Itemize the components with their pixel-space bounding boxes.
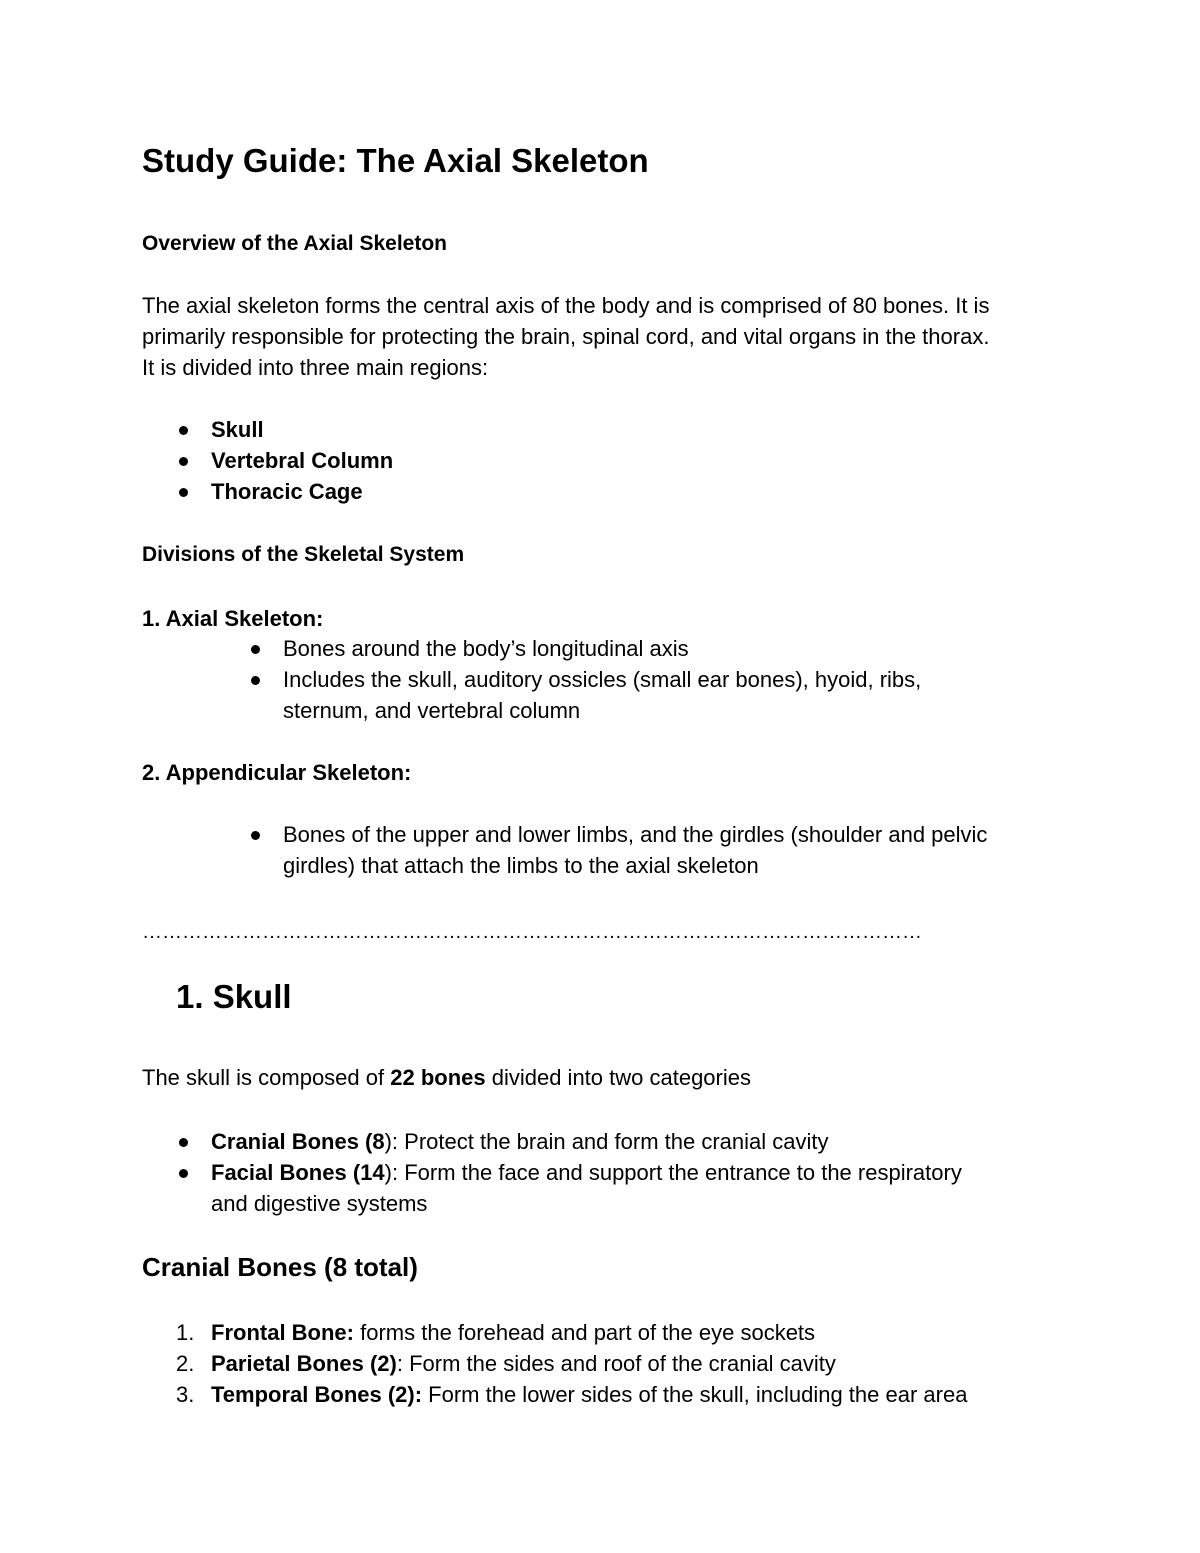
- list-number: 2.: [176, 1351, 195, 1376]
- list-number: 1.: [176, 1320, 195, 1345]
- category-desc: ): Form the face and support the entrance to the respiratory: [384, 1160, 962, 1185]
- bullet-icon: [179, 426, 188, 435]
- bullet-icon: [179, 1138, 188, 1147]
- item-desc: Form the lower sides of the skull, including the ear area: [422, 1382, 968, 1407]
- cranial-item-temporal: [211, 1379, 967, 1410]
- region-vertebral-column: Vertebral Column: [211, 448, 394, 473]
- cranial-item-parietal: [211, 1348, 836, 1379]
- skull-category-facial: [211, 1157, 962, 1188]
- region-thoracic-cage: Thoracic Cage: [211, 479, 363, 504]
- bullet-icon: [251, 676, 260, 685]
- skull-intro-count: 22 bones: [390, 1065, 486, 1090]
- skull-category-cranial: [211, 1126, 828, 1157]
- skull-heading: 1. Skull: [176, 978, 292, 1015]
- skull-category-facial-cont: and digestive systems: [211, 1191, 428, 1216]
- item-label: Temporal Bones (2):: [211, 1382, 423, 1407]
- item-label: Parietal Bones (2): [211, 1351, 397, 1376]
- skull-intro-text: The skull is composed of: [142, 1065, 391, 1090]
- axial-bullet: Includes the skull, auditory ossicles (small ear bones), hyoid, ribs,: [283, 667, 922, 692]
- cranial-heading: Cranial Bones (8 total): [142, 1252, 418, 1282]
- axial-bullet: Bones around the body’s longitudinal axis: [283, 636, 689, 661]
- axial-skeleton-label: 1. Axial Skeleton:: [142, 606, 324, 631]
- skull-intro: [142, 1062, 751, 1093]
- bullet-icon: [179, 1169, 188, 1178]
- overview-paragraph: [142, 290, 1082, 383]
- item-label: Frontal Bone:: [211, 1320, 354, 1345]
- cranial-item-frontal: [211, 1317, 815, 1348]
- document-title: Study Guide: The Axial Skeleton: [142, 142, 649, 179]
- divisions-heading: Divisions of the Skeletal System: [142, 543, 465, 566]
- overview-heading: Overview of the Axial Skeleton: [142, 232, 447, 255]
- region-skull: Skull: [211, 417, 264, 442]
- appendicular-bullet: Bones of the upper and lower limbs, and the girdles (shoulder and pelvic: [283, 822, 988, 847]
- bullet-icon: [179, 457, 188, 466]
- category-label: Facial Bones (14: [211, 1160, 385, 1185]
- bullet-icon: [179, 488, 188, 497]
- appendicular-skeleton-label: 2. Appendicular Skeleton:: [142, 760, 412, 785]
- bullet-icon: [251, 645, 260, 654]
- item-desc: forms the forehead and part of the eye sockets: [354, 1320, 816, 1345]
- skull-intro-text: divided into two categories: [485, 1065, 751, 1090]
- axial-bullet-cont: sternum, and vertebral column: [283, 698, 581, 723]
- category-label: Cranial Bones (8: [211, 1129, 385, 1154]
- overview-line: It is divided into three main regions:: [142, 355, 489, 380]
- category-desc: ): Protect the brain and form the cranial cavity: [384, 1129, 829, 1154]
- appendicular-bullet-cont: girdles) that attach the limbs to the axial skeleton: [283, 853, 759, 878]
- overview-line: primarily responsible for protecting the brain, spinal cord, and vital organs in the thorax.: [142, 324, 990, 349]
- dotted-separator: ………………………………………………………………………………………………………: [142, 921, 922, 943]
- list-number: 3.: [176, 1382, 195, 1407]
- overview-line: The axial skeleton forms the central axis of the body and is comprised of 80 bones. It is: [142, 293, 990, 318]
- item-desc: : Form the sides and roof of the cranial cavity: [396, 1351, 836, 1376]
- bullet-icon: [251, 831, 260, 840]
